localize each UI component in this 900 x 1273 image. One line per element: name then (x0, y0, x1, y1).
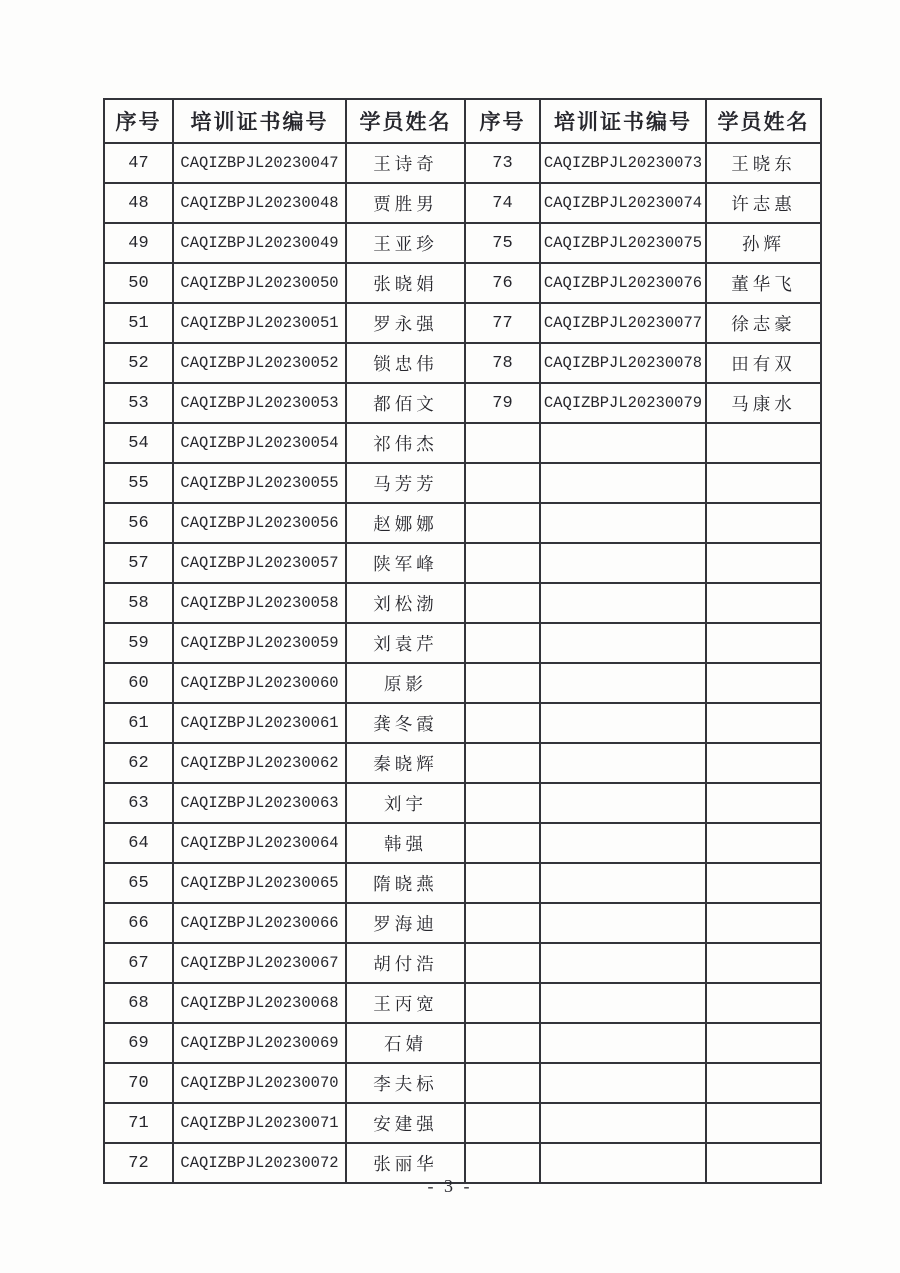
certificate-number-cell (540, 1063, 706, 1103)
certificate-number-cell: CAQIZBPJL20230075 (540, 223, 706, 263)
table-body (104, 143, 821, 1183)
trainee-name-cell: 王晓东 (706, 143, 821, 183)
serial-cell: 74 (465, 183, 540, 223)
trainee-name-cell: 贾胜男 (346, 183, 465, 223)
certificate-number-cell (540, 543, 706, 583)
trainee-name-cell: 刘松渤 (346, 583, 465, 623)
trainee-name-cell (706, 543, 821, 583)
trainee-name-cell: 王亚珍 (346, 223, 465, 263)
trainee-certificate-table (103, 98, 822, 1184)
trainee-name-cell: 张丽华 (346, 1143, 465, 1183)
certificate-number-cell: CAQIZBPJL20230068 (173, 983, 346, 1023)
certificate-number-cell (540, 663, 706, 703)
serial-cell: 58 (104, 583, 173, 623)
trainee-name-cell: 董华飞 (706, 263, 821, 303)
trainee-name-cell: 秦晓辉 (346, 743, 465, 783)
serial-cell: 77 (465, 303, 540, 343)
certificate-number-cell (540, 463, 706, 503)
serial-cell (465, 423, 540, 463)
column-header-name-right: 学员姓名 (706, 99, 821, 143)
table-row (104, 1063, 821, 1103)
table-row (104, 983, 821, 1023)
table-row (104, 943, 821, 983)
page-number: - 3 - (427, 1176, 473, 1196)
trainee-name-cell (706, 783, 821, 823)
column-header-serial-left: 序号 (104, 99, 173, 143)
serial-cell: 66 (104, 903, 173, 943)
serial-cell: 61 (104, 703, 173, 743)
table-row (104, 783, 821, 823)
certificate-number-cell: CAQIZBPJL20230064 (173, 823, 346, 863)
trainee-name-cell (706, 983, 821, 1023)
certificate-number-cell: CAQIZBPJL20230060 (173, 663, 346, 703)
serial-cell: 62 (104, 743, 173, 783)
trainee-name-cell: 韩强 (346, 823, 465, 863)
serial-cell (465, 543, 540, 583)
certificate-number-cell (540, 1023, 706, 1063)
serial-cell: 54 (104, 423, 173, 463)
certificate-number-cell: CAQIZBPJL20230065 (173, 863, 346, 903)
certificate-number-cell: CAQIZBPJL20230061 (173, 703, 346, 743)
table-header-row (104, 99, 821, 143)
table-row (104, 743, 821, 783)
table-row (104, 1103, 821, 1143)
trainee-name-cell (706, 743, 821, 783)
certificate-number-cell: CAQIZBPJL20230058 (173, 583, 346, 623)
certificate-number-cell (540, 703, 706, 743)
certificate-number-cell: CAQIZBPJL20230049 (173, 223, 346, 263)
serial-cell (465, 1023, 540, 1063)
table-row (104, 423, 821, 463)
trainee-name-cell: 李夫标 (346, 1063, 465, 1103)
certificate-number-cell: CAQIZBPJL20230050 (173, 263, 346, 303)
table-row (104, 543, 821, 583)
trainee-name-cell (706, 943, 821, 983)
certificate-number-cell: CAQIZBPJL20230057 (173, 543, 346, 583)
certificate-number-cell (540, 743, 706, 783)
trainee-name-cell: 罗永强 (346, 303, 465, 343)
serial-cell (465, 703, 540, 743)
table-row (104, 263, 821, 303)
trainee-name-cell (706, 423, 821, 463)
column-header-serial-right: 序号 (465, 99, 540, 143)
serial-cell: 73 (465, 143, 540, 183)
serial-cell: 53 (104, 383, 173, 423)
certificate-number-cell: CAQIZBPJL20230079 (540, 383, 706, 423)
trainee-name-cell: 祁伟杰 (346, 423, 465, 463)
trainee-name-cell: 刘袁芹 (346, 623, 465, 663)
trainee-name-cell: 原影 (346, 663, 465, 703)
serial-cell (465, 583, 540, 623)
trainee-name-cell (706, 1103, 821, 1143)
serial-cell: 70 (104, 1063, 173, 1103)
certificate-number-cell (540, 823, 706, 863)
serial-cell: 60 (104, 663, 173, 703)
table-row (104, 903, 821, 943)
trainee-name-cell: 赵娜娜 (346, 503, 465, 543)
trainee-name-cell: 胡付浩 (346, 943, 465, 983)
certificate-number-cell: CAQIZBPJL20230066 (173, 903, 346, 943)
trainee-name-cell: 马康水 (706, 383, 821, 423)
table-row (104, 623, 821, 663)
serial-cell: 48 (104, 183, 173, 223)
trainee-name-cell: 孙辉 (706, 223, 821, 263)
serial-cell: 55 (104, 463, 173, 503)
certificate-number-cell: CAQIZBPJL20230071 (173, 1103, 346, 1143)
serial-cell (465, 783, 540, 823)
serial-cell (465, 1063, 540, 1103)
certificate-number-cell: CAQIZBPJL20230052 (173, 343, 346, 383)
trainee-name-cell (706, 823, 821, 863)
certificate-number-cell: CAQIZBPJL20230055 (173, 463, 346, 503)
certificate-number-cell: CAQIZBPJL20230063 (173, 783, 346, 823)
trainee-name-cell: 隋晓燕 (346, 863, 465, 903)
certificate-number-cell (540, 943, 706, 983)
certificate-number-cell (540, 623, 706, 663)
table-row (104, 823, 821, 863)
certificate-number-cell: CAQIZBPJL20230069 (173, 1023, 346, 1063)
serial-cell (465, 863, 540, 903)
certificate-number-cell: CAQIZBPJL20230056 (173, 503, 346, 543)
certificate-number-cell: CAQIZBPJL20230059 (173, 623, 346, 663)
serial-cell: 56 (104, 503, 173, 543)
trainee-name-cell (706, 503, 821, 543)
trainee-name-cell: 龚冬霞 (346, 703, 465, 743)
certificate-number-cell (540, 503, 706, 543)
certificate-number-cell (540, 863, 706, 903)
certificate-number-cell: CAQIZBPJL20230077 (540, 303, 706, 343)
table-row (104, 663, 821, 703)
serial-cell (465, 983, 540, 1023)
serial-cell: 63 (104, 783, 173, 823)
trainee-name-cell: 罗海迪 (346, 903, 465, 943)
certificate-number-cell: CAQIZBPJL20230070 (173, 1063, 346, 1103)
table-row (104, 183, 821, 223)
table-row (104, 303, 821, 343)
serial-cell: 47 (104, 143, 173, 183)
table-row (104, 503, 821, 543)
serial-cell (465, 823, 540, 863)
certificate-number-cell: CAQIZBPJL20230047 (173, 143, 346, 183)
trainee-name-cell: 王丙宽 (346, 983, 465, 1023)
column-header-certificate-left: 培训证书编号 (173, 99, 346, 143)
trainee-name-cell (706, 463, 821, 503)
serial-cell (465, 623, 540, 663)
certificate-number-cell (540, 783, 706, 823)
trainee-name-cell (706, 1023, 821, 1063)
trainee-name-cell: 锁忠伟 (346, 343, 465, 383)
certificate-number-cell: CAQIZBPJL20230072 (173, 1143, 346, 1183)
trainee-name-cell: 陕军峰 (346, 543, 465, 583)
trainee-name-cell: 王诗奇 (346, 143, 465, 183)
certificate-number-cell: CAQIZBPJL20230053 (173, 383, 346, 423)
serial-cell: 72 (104, 1143, 173, 1183)
table-row (104, 1023, 821, 1063)
serial-cell: 78 (465, 343, 540, 383)
trainee-name-cell: 马芳芳 (346, 463, 465, 503)
certificate-number-cell: CAQIZBPJL20230067 (173, 943, 346, 983)
certificate-number-cell: CAQIZBPJL20230076 (540, 263, 706, 303)
serial-cell: 71 (104, 1103, 173, 1143)
certificate-number-cell (540, 423, 706, 463)
column-header-name-left: 学员姓名 (346, 99, 465, 143)
trainee-name-cell (706, 583, 821, 623)
serial-cell: 67 (104, 943, 173, 983)
serial-cell: 52 (104, 343, 173, 383)
table-row (104, 383, 821, 423)
serial-cell: 51 (104, 303, 173, 343)
trainee-name-cell: 许志惠 (706, 183, 821, 223)
certificate-number-cell: CAQIZBPJL20230078 (540, 343, 706, 383)
trainee-name-cell (706, 703, 821, 743)
trainee-name-cell: 徐志豪 (706, 303, 821, 343)
serial-cell (465, 743, 540, 783)
trainee-name-cell (706, 1063, 821, 1103)
serial-cell: 76 (465, 263, 540, 303)
serial-cell (465, 463, 540, 503)
serial-cell: 65 (104, 863, 173, 903)
trainee-name-cell: 石婧 (346, 1023, 465, 1063)
table-row (104, 223, 821, 263)
serial-cell: 69 (104, 1023, 173, 1063)
table-row (104, 703, 821, 743)
column-header-certificate-right: 培训证书编号 (540, 99, 706, 143)
certificate-number-cell (540, 983, 706, 1023)
serial-cell: 64 (104, 823, 173, 863)
serial-cell (465, 943, 540, 983)
certificate-number-cell (540, 1103, 706, 1143)
trainee-name-cell (706, 863, 821, 903)
trainee-name-cell: 张晓娟 (346, 263, 465, 303)
trainee-name-cell: 安建强 (346, 1103, 465, 1143)
trainee-name-cell (706, 903, 821, 943)
trainee-name-cell: 都佰文 (346, 383, 465, 423)
certificate-number-cell (540, 583, 706, 623)
trainee-name-cell (706, 623, 821, 663)
table-row (104, 343, 821, 383)
table-row (104, 463, 821, 503)
table-row (104, 143, 821, 183)
serial-cell (465, 903, 540, 943)
certificate-number-cell: CAQIZBPJL20230073 (540, 143, 706, 183)
trainee-name-cell: 刘宇 (346, 783, 465, 823)
certificate-number-cell: CAQIZBPJL20230051 (173, 303, 346, 343)
table-row (104, 863, 821, 903)
serial-cell: 57 (104, 543, 173, 583)
serial-cell (465, 663, 540, 703)
serial-cell (465, 503, 540, 543)
serial-cell: 50 (104, 263, 173, 303)
trainee-name-cell (706, 663, 821, 703)
certificate-number-cell: CAQIZBPJL20230054 (173, 423, 346, 463)
serial-cell: 75 (465, 223, 540, 263)
certificate-number-cell: CAQIZBPJL20230062 (173, 743, 346, 783)
trainee-name-cell: 田有双 (706, 343, 821, 383)
serial-cell (465, 1103, 540, 1143)
serial-cell: 68 (104, 983, 173, 1023)
serial-cell: 59 (104, 623, 173, 663)
serial-cell: 49 (104, 223, 173, 263)
certificate-number-cell: CAQIZBPJL20230048 (173, 183, 346, 223)
certificate-number-cell (540, 903, 706, 943)
serial-cell: 79 (465, 383, 540, 423)
certificate-number-cell: CAQIZBPJL20230074 (540, 183, 706, 223)
table-row (104, 583, 821, 623)
